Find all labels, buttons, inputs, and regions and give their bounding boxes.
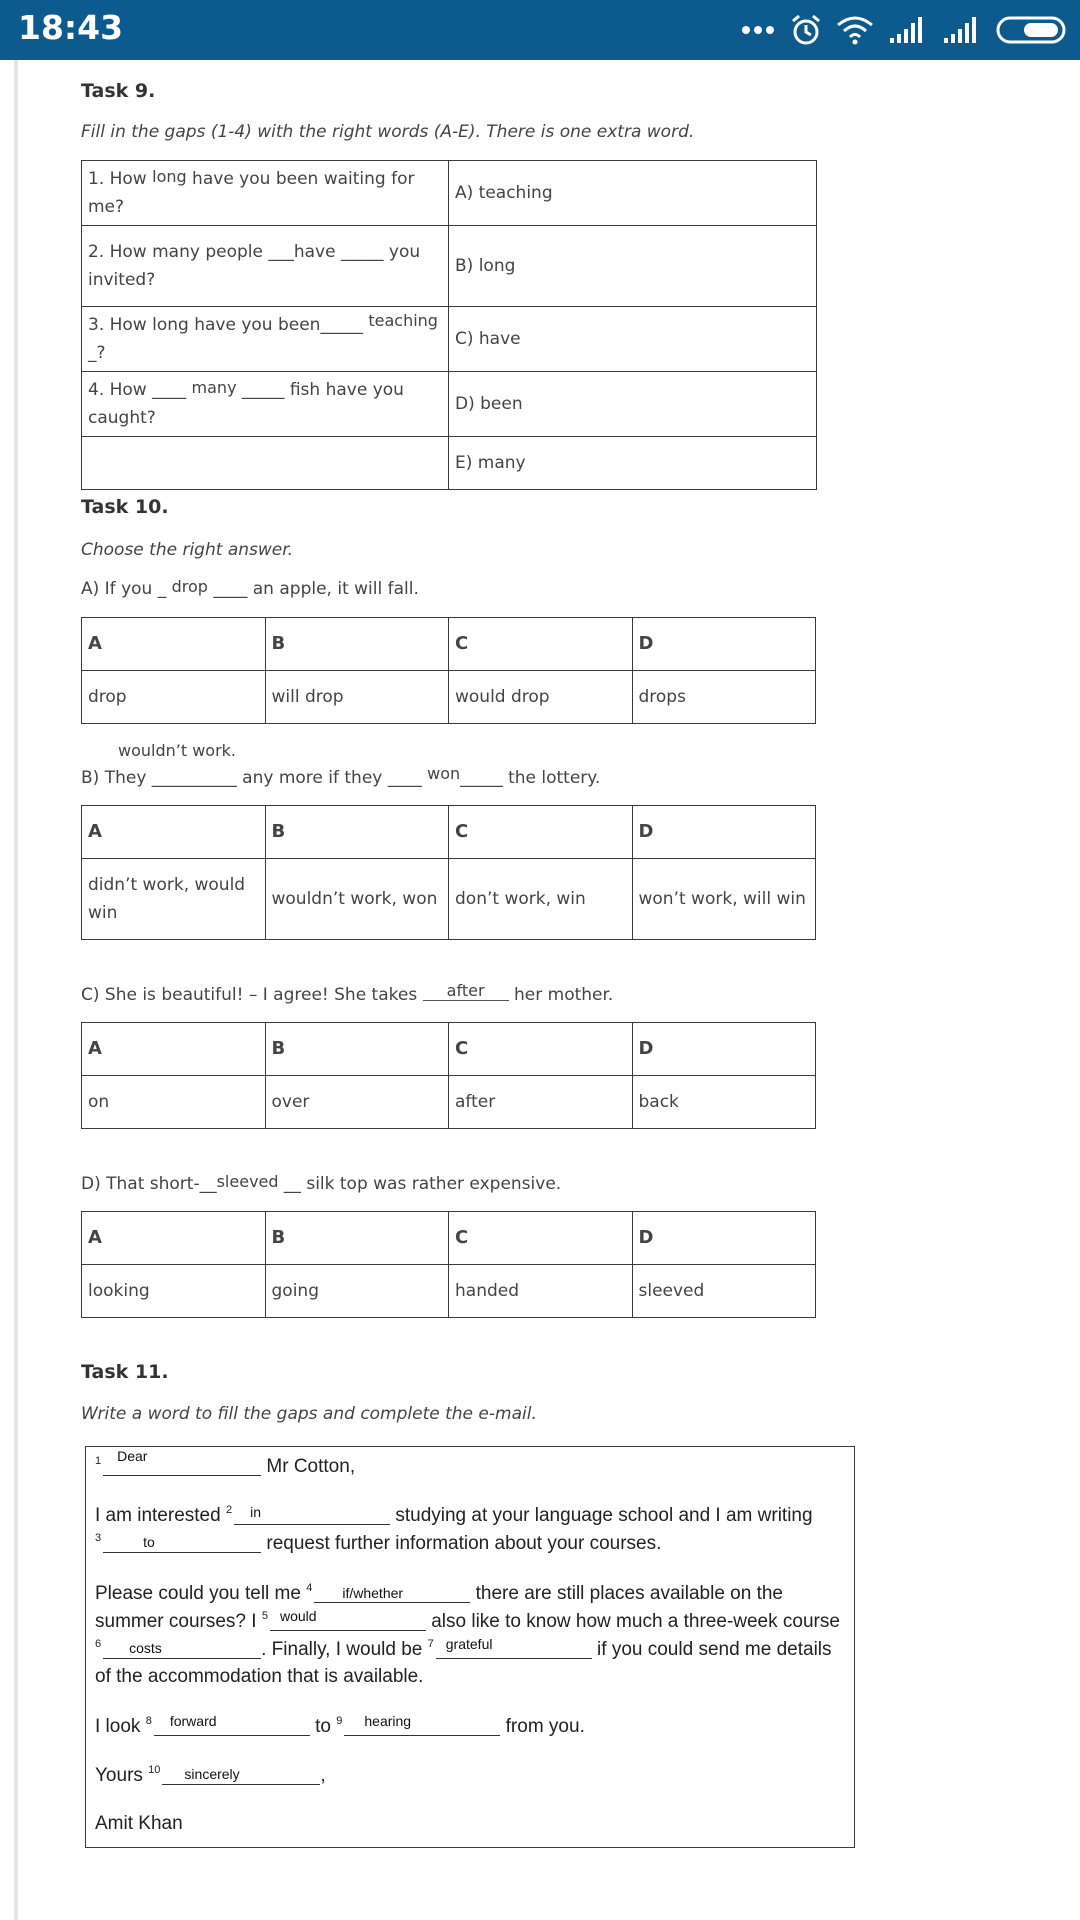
table-row (82, 437, 817, 490)
email-line: of the accommodation that is available. (95, 1666, 424, 1687)
column-header: C (449, 1023, 633, 1076)
task10-title: Task 10. (81, 496, 169, 518)
handwritten-answer: to (143, 1534, 155, 1550)
answer-option: handed (449, 1265, 633, 1318)
table-row (82, 161, 817, 226)
answer-option: over (265, 1076, 449, 1129)
task9-option: A) teaching (449, 161, 817, 226)
column-header: A (82, 1212, 266, 1265)
email-line: I look $^8$ forward to $^9$ hearing from you. (95, 1713, 585, 1737)
column-header: D (632, 618, 816, 671)
column-header: B (265, 1023, 449, 1076)
task10-question-a: A) If you _ drop ____ an apple, it will fall. (81, 577, 419, 599)
handwritten-answer: sincerely (184, 1766, 240, 1782)
table-header-row (82, 618, 816, 671)
task10-question-d: D) That short-__sleeved __ silk top was rather expensive. (81, 1172, 562, 1194)
table-row (82, 1265, 816, 1318)
answer-option: wouldn’t work, won (265, 859, 449, 940)
task9-option: E) many (449, 437, 817, 490)
task10-table-a (81, 617, 816, 724)
column-header: B (265, 618, 449, 671)
answer-option: back (632, 1076, 816, 1129)
email-line: I am interested $^2$ in studying at your language school and I am writing (95, 1504, 813, 1526)
email-line: Yours $^{10}$ sincerely , (95, 1764, 326, 1786)
task10-question-b: B) They __________ any more if they ____ won_____ the lottery. (81, 764, 601, 788)
handwritten-answer: sleeved (216, 1172, 279, 1191)
handwritten-answer: long (152, 167, 187, 186)
column-header: D (632, 1023, 816, 1076)
handwritten-answer: in (250, 1504, 261, 1520)
task9-question (82, 437, 449, 490)
answer-option: on (82, 1076, 266, 1129)
email-signature: Amit Khan (95, 1813, 183, 1834)
column-header: D (632, 806, 816, 859)
column-header: B (265, 806, 449, 859)
column-header: A (82, 618, 266, 671)
handwritten-answer: would (279, 1608, 317, 1624)
column-header: A (82, 1023, 266, 1076)
task9-option: B) long (449, 226, 817, 307)
task9-question: 2. How many people ___have _____ you invited? (82, 226, 449, 307)
answer-option: looking (82, 1265, 266, 1318)
answer-option: drop (82, 671, 266, 724)
column-header: A (82, 806, 266, 859)
task11-title: Task 11. (81, 1361, 169, 1383)
column-header: C (449, 806, 633, 859)
handwritten-answer: won (427, 764, 461, 783)
column-header: C (449, 1212, 633, 1265)
handwritten-answer: costs (129, 1640, 162, 1656)
email-line: $^6$ costs . Finally, I would be $^7$ grateful if you could send me details (95, 1636, 832, 1660)
task10-table-c (81, 1022, 816, 1129)
task10-table-b (81, 805, 816, 940)
answer-option: drops (632, 671, 816, 724)
status-time: 18:43 (18, 8, 124, 47)
task10-table-d (81, 1211, 816, 1318)
table-row (82, 671, 816, 724)
handwritten-answer: if/whether (342, 1585, 404, 1601)
table-row (82, 372, 817, 437)
answer-option: going (265, 1265, 449, 1318)
answer-option: don’t work, win (449, 859, 633, 940)
table-header-row (82, 1023, 816, 1076)
table-row (82, 1076, 816, 1129)
handwritten-answer: wouldn’t work. (118, 741, 237, 760)
answer-option: won’t work, will win (632, 859, 816, 940)
task10-question-c: C) She is beautiful! – I agree! She takes after her mother. (81, 981, 614, 1005)
table-header-row (82, 1212, 816, 1265)
handwritten-answer: Dear (117, 1448, 148, 1464)
task10-instruction: Choose the right answer. (81, 540, 294, 560)
table-row (82, 226, 817, 307)
answer-option: didn’t work, would win (82, 859, 266, 940)
answer-option: sleeved (632, 1265, 816, 1318)
task9-option: C) have (449, 307, 817, 372)
column-header: C (449, 618, 633, 671)
email-line: Please could you tell me $^4$ if/whether there are still places available on the (95, 1582, 783, 1604)
email-greeting: $^1$ Dear Mr Cotton, (95, 1448, 356, 1477)
handwritten-answer: teaching (368, 311, 438, 330)
task11-instruction: Write a word to fill the gaps and complete the e-mail. (81, 1404, 537, 1424)
task9-table (81, 160, 817, 490)
task9-option: D) been (449, 372, 817, 437)
answer-option: will drop (265, 671, 449, 724)
task9-instruction: Fill in the gaps (1-4) with the right words (A-E). There is one extra word. (81, 122, 695, 142)
task9-question: 3. How long have you been_____ teaching _? (82, 307, 449, 372)
handwritten-answer: grateful (445, 1636, 493, 1652)
table-row (82, 307, 817, 372)
column-header: B (265, 1212, 449, 1265)
handwritten-answer: forward (169, 1713, 217, 1729)
handwritten-answer: hearing (364, 1713, 412, 1729)
handwritten-answer: many (191, 378, 237, 397)
task9-title: Task 9. (81, 80, 156, 102)
table-row (82, 859, 816, 940)
handwritten-answer: drop (171, 577, 208, 596)
email-box (85, 1446, 855, 1848)
answer-option: after (449, 1076, 633, 1129)
column-header: D (632, 1212, 816, 1265)
table-header-row (82, 806, 816, 859)
task9-question: 1. How long have you been waiting for me? (82, 161, 449, 226)
answer-option: would drop (449, 671, 633, 724)
email-line: summer courses? I $^5$ would also like to know how much a three-week course (95, 1608, 840, 1632)
task9-question: 4. How ____ many _____ fish have you caught? (82, 372, 449, 437)
email-line: $^3$ to request further information about your courses. (95, 1532, 662, 1554)
handwritten-answer: after (423, 981, 509, 1001)
